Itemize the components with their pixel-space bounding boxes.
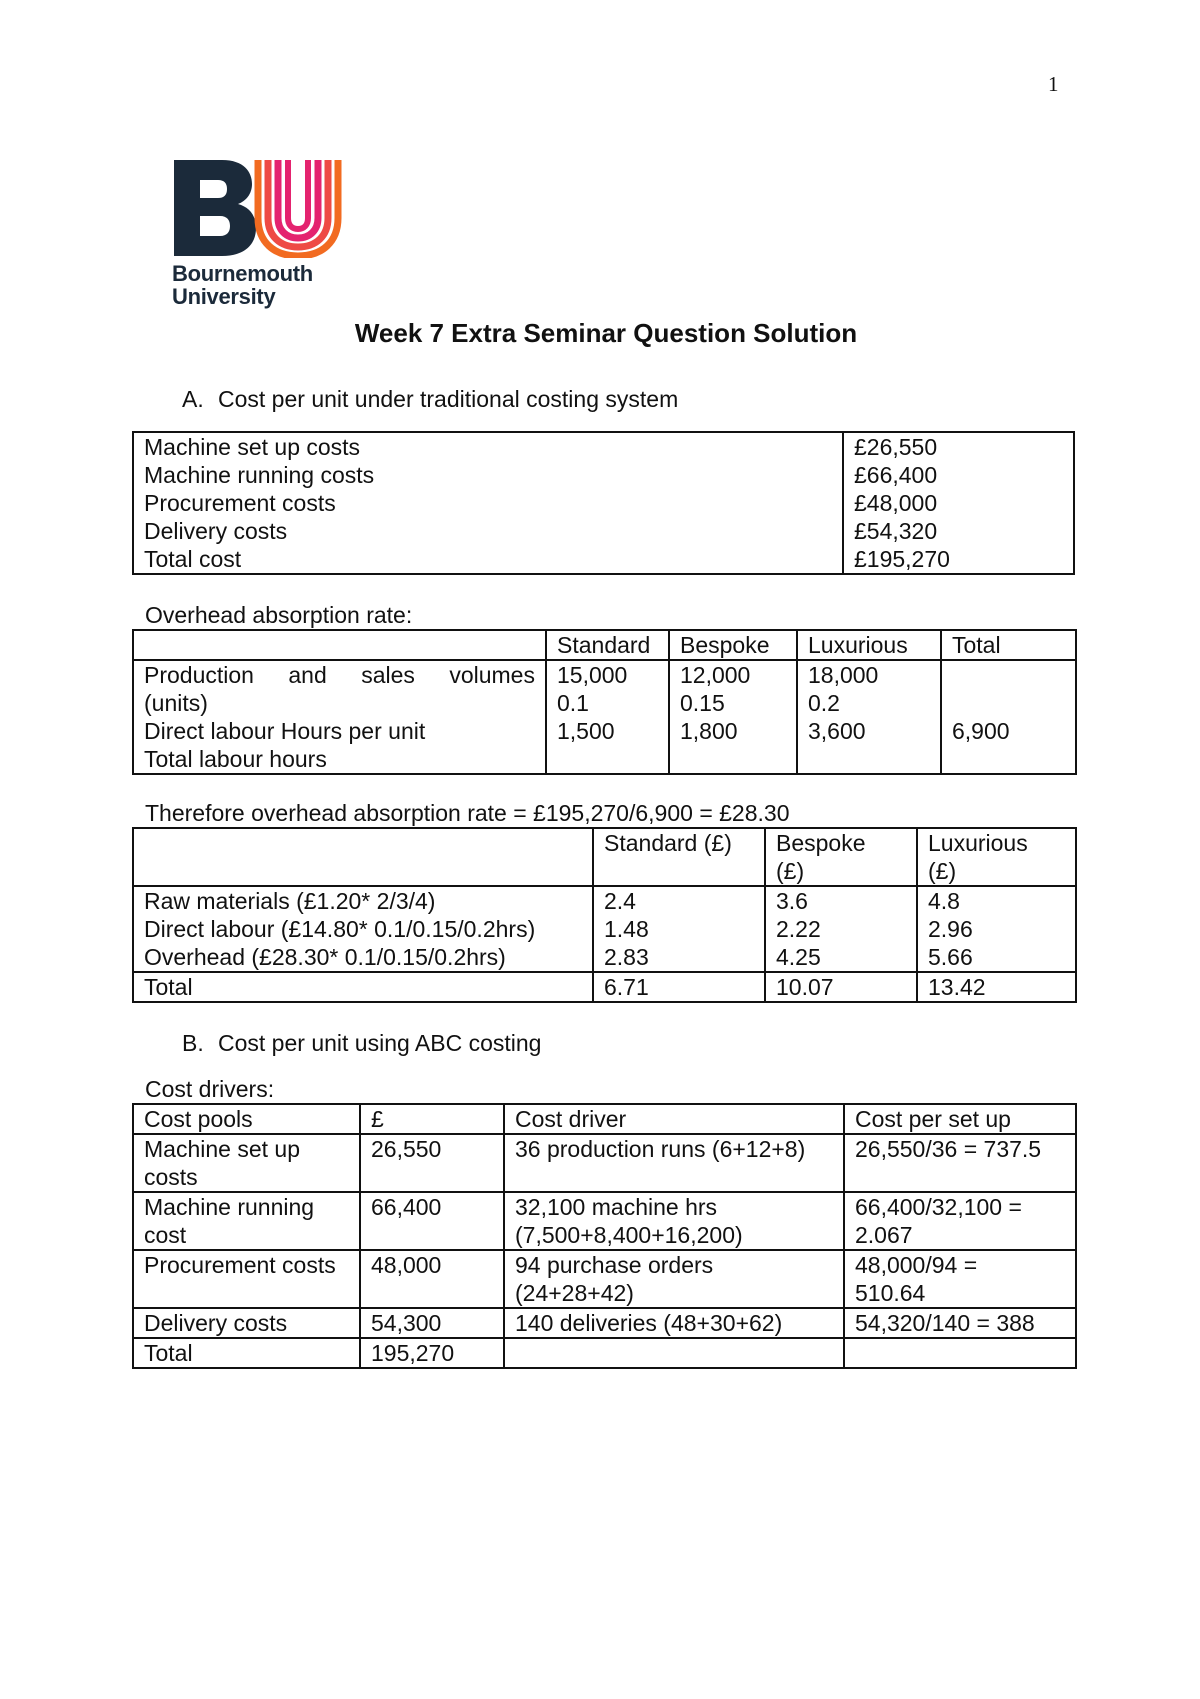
table-header-row [133, 630, 1076, 660]
table-row [133, 1308, 1076, 1338]
oar-standard-cell: 15,000 0.1 1,500 [546, 660, 669, 774]
header-cost-driver: Cost driver [504, 1104, 844, 1134]
header-standard: Standard [546, 630, 669, 660]
per-cell: 48,000/94 = 510.64 [844, 1250, 1076, 1308]
header-bespoke: Bespoke [669, 630, 797, 660]
table-row [133, 1250, 1076, 1308]
oar-luxurious-cell: 18,000 0.2 3,600 [797, 660, 941, 774]
oar-label-line-1: Production and sales volumes [144, 662, 535, 688]
cost-drivers-table [132, 1103, 1077, 1369]
cost-label: Delivery costs [144, 518, 288, 544]
table-header-row [133, 828, 1076, 886]
section-a-letter: A. [182, 386, 204, 412]
section-a-heading-text: Cost per unit under traditional costing system [218, 386, 679, 412]
page-number: 1 [1048, 72, 1059, 96]
oar-caption: Overhead absorption rate: [145, 602, 413, 628]
unit-cost-total-label: Total [133, 972, 593, 1002]
page-title: Week 7 Extra Seminar Question Solution [354, 318, 858, 348]
unit-cost-total-bespoke: 10.07 [765, 972, 917, 1002]
pool-cell: Procurement costs [133, 1250, 360, 1308]
amount-cell: 54,300 [360, 1308, 504, 1338]
table-total-row [133, 1338, 1076, 1368]
table-row [133, 660, 1076, 774]
drivers-caption: Cost drivers: [145, 1076, 275, 1102]
header-amount: £ [360, 1104, 504, 1134]
per-cell: 66,400/32,100 = 2.067 [844, 1192, 1076, 1250]
oar-total-cell [941, 660, 1076, 774]
therefore-caption: Therefore overhead absorption rate = £195,270/6,900 = £28.30 [145, 800, 790, 826]
cost-value: £66,400 [854, 462, 938, 488]
cost-value: £195,270 [854, 546, 950, 572]
empty-cell [844, 1338, 1076, 1368]
driver-cell: 36 production runs (6+12+8) [504, 1134, 844, 1192]
unit-cost-table [132, 827, 1077, 1003]
table-row [133, 1192, 1076, 1250]
oar-bespoke-cell: 12,000 0.15 1,800 [669, 660, 797, 774]
university-logo [172, 158, 342, 308]
driver-cell: 94 purchase orders (24+28+42) [504, 1250, 844, 1308]
table-row [133, 432, 1074, 574]
oar-label-line-2: (units) [144, 690, 208, 716]
table-row [133, 886, 1076, 972]
drivers-total-amount: 195,270 [360, 1338, 504, 1368]
logo-line-2: University [172, 284, 276, 309]
oar-label-line-4: Total labour hours [144, 746, 327, 772]
oar-label-line-3: Direct labour Hours per unit [144, 718, 426, 744]
cost-value: £54,320 [854, 518, 938, 544]
driver-cell: 32,100 machine hrs (7,500+8,400+16,200) [504, 1192, 844, 1250]
unit-cost-corner-cell [133, 828, 593, 886]
cost-value: £26,550 [854, 434, 938, 460]
cost-values-cell [843, 432, 1074, 574]
pool-cell: Machine running cost [133, 1192, 360, 1250]
logo-wordmark [172, 262, 313, 308]
drivers-total-label: Total [133, 1338, 360, 1368]
unit-cost-labels-cell: Raw materials (£1.20* 2/3/4) Direct labour (£14.80* 0.1/0.15/0.2hrs) Overhead (£28.30* 0.1/0.15/0.2hrs) [133, 886, 593, 972]
section-a-heading [182, 386, 678, 413]
table-total-row [133, 972, 1076, 1002]
header-bespoke: Bespoke (£) [765, 828, 917, 886]
cost-labels-cell [133, 432, 843, 574]
cost-label: Machine set up costs [144, 434, 361, 460]
oar-total-value: 6,900 [952, 718, 1010, 744]
cost-value: £48,000 [854, 490, 938, 516]
per-cell: 26,550/36 = 737.5 [844, 1134, 1076, 1192]
pool-cell: Machine set up costs [133, 1134, 360, 1192]
unit-cost-bespoke-cell: 3.6 2.22 4.25 [765, 886, 917, 972]
table-header-row [133, 1104, 1076, 1134]
amount-cell: 66,400 [360, 1192, 504, 1250]
bu-logo-mark-icon [172, 158, 342, 258]
header-cost-pools: Cost pools [133, 1104, 360, 1134]
header-cost-per-set-up: Cost per set up [844, 1104, 1076, 1134]
amount-cell: 48,000 [360, 1250, 504, 1308]
unit-cost-standard-cell: 2.4 1.48 2.83 [593, 886, 765, 972]
section-b-heading [182, 1030, 541, 1057]
section-b-letter: B. [182, 1030, 204, 1056]
cost-label: Total cost [144, 546, 242, 572]
oar-labels-cell [133, 660, 546, 774]
header-luxurious: Luxurious [797, 630, 941, 660]
oar-table [132, 629, 1077, 775]
header-standard: Standard (£) [593, 828, 765, 886]
cost-summary-table [132, 431, 1075, 575]
header-total: Total [941, 630, 1076, 660]
header-luxurious: Luxurious (£) [917, 828, 1076, 886]
pool-cell: Delivery costs [133, 1308, 360, 1338]
cost-label: Machine running costs [144, 462, 375, 488]
empty-cell [504, 1338, 844, 1368]
per-cell: 54,320/140 = 388 [844, 1308, 1076, 1338]
unit-cost-total-standard: 6.71 [593, 972, 765, 1002]
unit-cost-luxurious-cell: 4.8 2.96 5.66 [917, 886, 1076, 972]
section-b-heading-text: Cost per unit using ABC costing [218, 1030, 542, 1056]
unit-cost-total-luxurious: 13.42 [917, 972, 1076, 1002]
amount-cell: 26,550 [360, 1134, 504, 1192]
oar-corner-cell [133, 630, 546, 660]
table-row [133, 1134, 1076, 1192]
driver-cell: 140 deliveries (48+30+62) [504, 1308, 844, 1338]
cost-label: Procurement costs [144, 490, 336, 516]
logo-line-1: Bournemouth [172, 261, 313, 286]
